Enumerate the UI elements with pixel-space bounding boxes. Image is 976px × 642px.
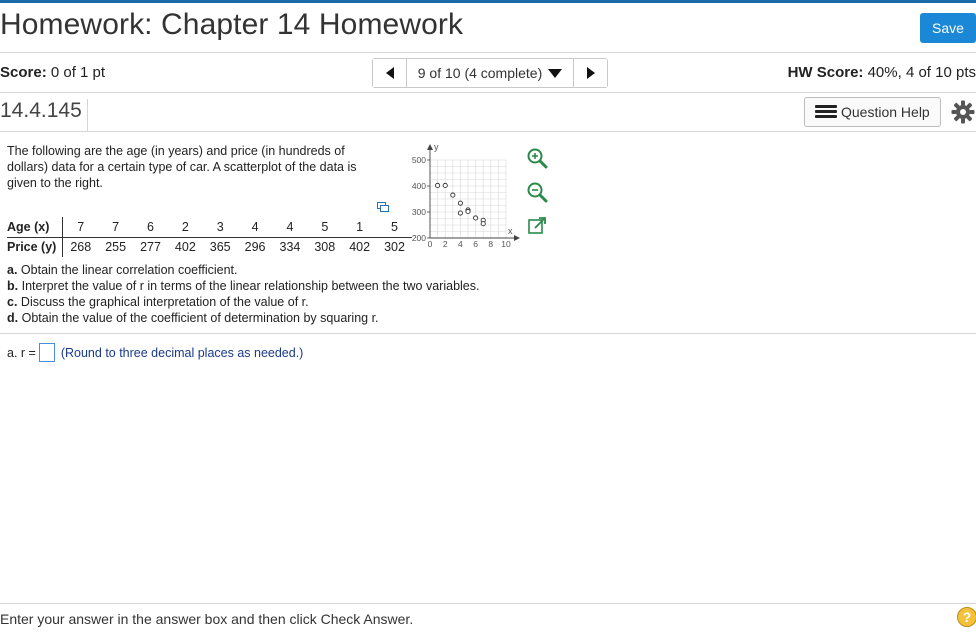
- y-tick-label: 300: [411, 207, 426, 217]
- data-point: [436, 183, 440, 187]
- part-text: Discuss the graphical interpretation of the value of r.: [20, 295, 309, 309]
- table-cell-price: 308: [314, 240, 336, 255]
- question-help-label: Question Help: [841, 104, 930, 120]
- table-cell-age: 1: [342, 217, 377, 237]
- data-point: [458, 201, 462, 205]
- question-navigator: [372, 58, 608, 88]
- question-parts: [7, 262, 479, 326]
- x-axis-label: x: [508, 226, 513, 236]
- hw-score-label: HW Score:: [787, 64, 864, 81]
- question-part: [7, 262, 479, 278]
- hw-score: [788, 64, 976, 81]
- question-select-dropdown[interactable]: [407, 59, 573, 87]
- score-value: 0 of 1 pt: [50, 64, 106, 81]
- question-position: 9 of 10 (4 complete): [417, 65, 543, 81]
- score: [0, 64, 105, 81]
- scatterplot[interactable]: [398, 138, 528, 258]
- y-tick-label: 400: [411, 181, 426, 191]
- table-cell-age: 4: [238, 217, 273, 237]
- table-cell-price: 296: [244, 240, 266, 255]
- part-text: Obtain the value of the coefficient of determination by squaring r.: [21, 311, 379, 325]
- problem-statement: The following are the age (in years) and price (in hundreds of dollars) data for a certain type of car. A scatterplot of the data is given to the right.: [7, 144, 357, 190]
- table-cell-price: 402: [349, 240, 371, 255]
- data-point: [451, 193, 455, 197]
- x-tick-label: 10: [501, 239, 511, 249]
- question-part: [7, 278, 479, 294]
- score-label: Score:: [0, 64, 47, 81]
- zoom-in-icon[interactable]: [526, 147, 548, 169]
- data-point: [466, 209, 470, 213]
- table-row: [7, 237, 412, 257]
- table-cell-age: 5: [377, 217, 412, 237]
- y-tick-label: 500: [411, 155, 426, 165]
- previous-question-button[interactable]: [373, 59, 407, 87]
- divider: [0, 603, 976, 604]
- table-cell-price: 365: [209, 240, 231, 255]
- data-point: [474, 216, 478, 220]
- x-tick-label: 8: [488, 239, 494, 249]
- table-cell-age: 3: [203, 217, 238, 237]
- question-part: [7, 294, 479, 310]
- divider: [0, 333, 976, 334]
- table-cell-price: 302: [384, 240, 405, 255]
- popout-window-icon[interactable]: [526, 215, 548, 237]
- caret-down-icon: [548, 69, 562, 78]
- table-cell-age: 2: [168, 217, 203, 237]
- answer-row: [7, 343, 303, 362]
- table-cell-age: 4: [273, 217, 308, 237]
- plot-grid: [430, 160, 506, 238]
- y-axis-label: y: [434, 142, 439, 152]
- gear-icon[interactable]: [951, 100, 975, 124]
- y-axis-arrow: [427, 144, 433, 150]
- table-cell-age: 7: [63, 217, 98, 237]
- arrow-right-icon: [587, 67, 595, 79]
- top-accent-bar: [0, 0, 976, 3]
- divider: [0, 52, 976, 53]
- question-help-button[interactable]: [804, 97, 941, 127]
- table-cell-age: 5: [307, 217, 342, 237]
- data-point: [458, 211, 462, 215]
- table-cell-price: 255: [105, 240, 127, 255]
- table-cell-age: 7: [98, 217, 133, 237]
- answer-input[interactable]: [39, 343, 55, 362]
- divider: [0, 131, 976, 132]
- data-point: [481, 222, 485, 226]
- footer-instruction: Enter your answer in the answer box and then click Check Answer.: [0, 611, 414, 627]
- part-letter: d.: [7, 311, 19, 325]
- table-cell-price: 334: [279, 240, 301, 255]
- y-tick-label: 200: [411, 233, 426, 243]
- zoom-out-icon[interactable]: [526, 181, 548, 203]
- part-letter: b.: [7, 279, 19, 293]
- x-tick-label: 6: [473, 239, 478, 249]
- x-axis-arrow: [514, 235, 520, 241]
- divider: [0, 92, 976, 93]
- hw-score-value: 40%, 4 of 10 pts: [867, 64, 976, 81]
- copy-data-icon[interactable]: [377, 202, 389, 212]
- rounding-note: (Round to three decimal places as needed.): [60, 345, 304, 360]
- arrow-left-icon: [386, 67, 394, 79]
- data-point: [443, 183, 447, 187]
- next-question-button[interactable]: [573, 59, 607, 87]
- table-cell-price: 277: [140, 240, 161, 255]
- list-icon: [815, 105, 837, 119]
- table-row: [7, 217, 412, 237]
- data-table: [7, 217, 412, 257]
- x-tick-label: 0: [427, 239, 433, 249]
- part-letter: c.: [7, 295, 18, 309]
- question-part: [7, 310, 479, 326]
- help-icon[interactable]: ?: [957, 607, 976, 627]
- page-title: Homework: Chapter 14 Homework: [0, 8, 464, 41]
- x-tick-label: 2: [442, 239, 448, 249]
- part-text: Obtain the linear correlation coefficient.: [20, 263, 238, 277]
- question-number: 14.4.145: [0, 99, 88, 131]
- row-label-price: Price (y): [7, 237, 63, 257]
- table-cell-price: 268: [70, 240, 92, 255]
- part-letter: a.: [7, 263, 18, 277]
- x-tick-label: 4: [458, 239, 463, 249]
- table-cell-age: 6: [133, 217, 168, 237]
- save-button[interactable]: Save: [920, 13, 976, 43]
- answer-prefix: a. r =: [7, 345, 36, 360]
- part-text: Interpret the value of r in terms of the linear relationship between the two variables.: [21, 279, 480, 293]
- table-cell-price: 402: [174, 240, 196, 255]
- row-label-age: Age (x): [7, 217, 63, 237]
